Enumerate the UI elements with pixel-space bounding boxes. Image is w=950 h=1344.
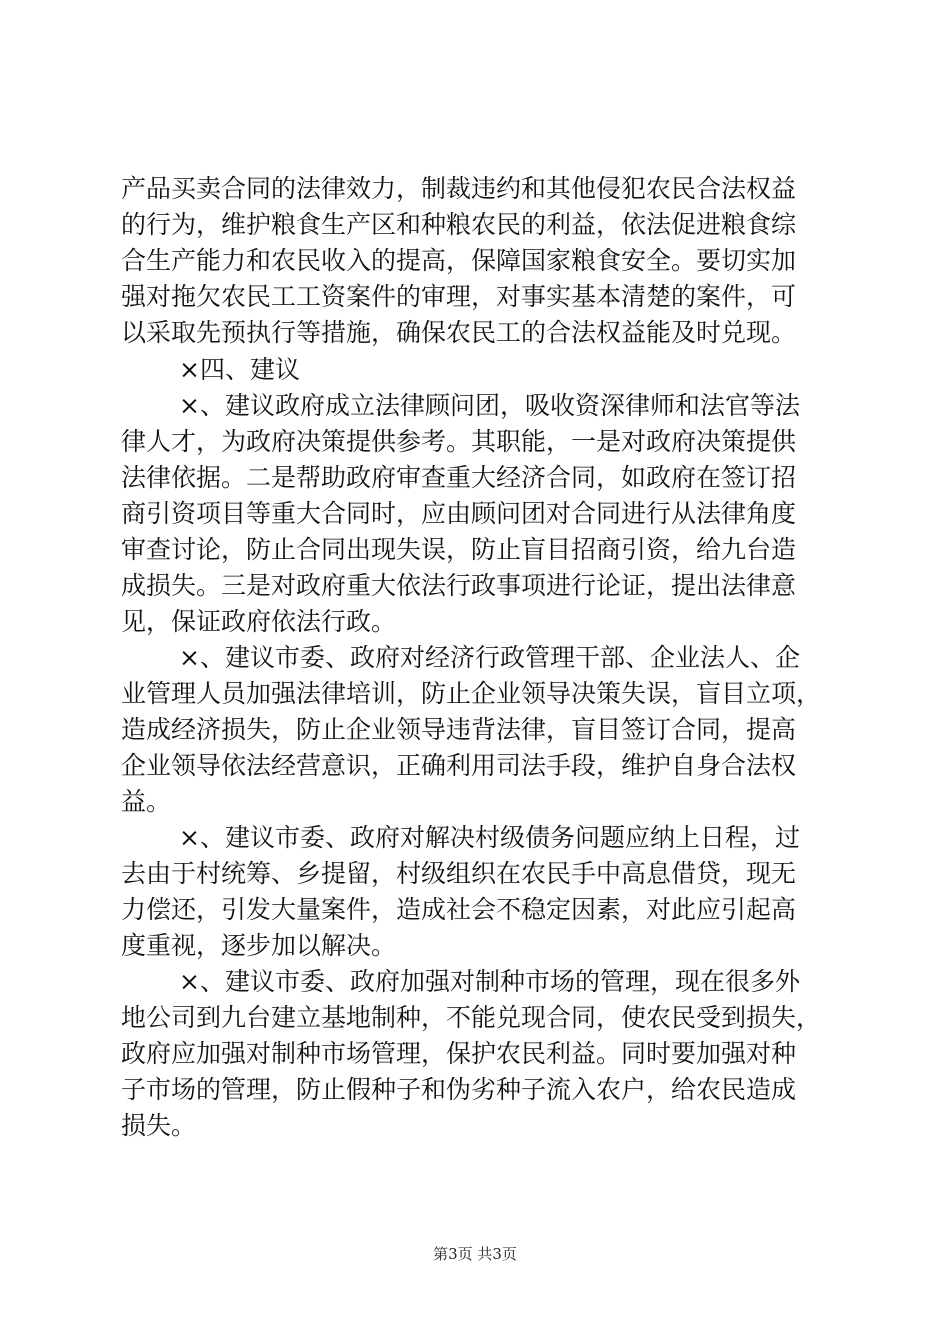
line-text: 成损失。三是对政府重大依法行政事项进行论证，提出法律意 [121, 571, 797, 600]
line-text: 的行为，维护粮食生产区和种粮农民的利益，依法促进粮食综 [121, 210, 797, 239]
section-heading-text: ×四、建议 [179, 355, 300, 384]
text-line [0, 676, 950, 712]
line-text: ×、建议市委、政府加强对制种市场的管理，现在很多外 [179, 967, 800, 996]
line-text: 合生产能力和农民收入的提高，保障国家粮食安全。要切实加 [121, 246, 797, 275]
section-heading [0, 352, 950, 388]
text-line [0, 1108, 950, 1144]
line-text: 法律依据。二是帮助政府审查重大经济合同，如政府在签订招 [121, 463, 797, 492]
text-line [0, 856, 950, 892]
text-line [0, 568, 950, 604]
line-text: ×、建议政府成立法律顾问团，吸收资深律师和法官等法 [179, 391, 800, 420]
text-line [0, 279, 950, 315]
text-line [0, 315, 950, 351]
text-line [0, 1000, 950, 1036]
text-line [0, 748, 950, 784]
page-footer: 第3页 共3页 [433, 1245, 517, 1263]
text-line [0, 496, 950, 532]
line-text: 见，保证政府依法行政。 [121, 607, 397, 636]
text-line [0, 207, 950, 243]
text-line [0, 784, 950, 820]
text-line [0, 171, 950, 207]
text-line [0, 460, 950, 496]
line-text: 强对拖欠农民工工资案件的审理，对事实基本清楚的案件，可 [121, 282, 797, 311]
line-text: 产品买卖合同的法律效力，制裁违约和其他侵犯农民合法权益 [121, 174, 797, 203]
text-line [0, 532, 950, 568]
line-text: 企业领导依法经营意识，正确利用司法手段，维护自身合法权 [121, 751, 797, 780]
line-text: 力偿还，引发大量案件，造成社会不稳定因素，对此应引起高 [121, 895, 797, 924]
line-text: 损失。 [121, 1111, 197, 1140]
line-text: ×、建议市委、政府对解决村级债务问题应纳上日程，过 [179, 823, 800, 852]
line-text: 律人才，为政府决策提供参考。其职能，一是对政府决策提供 [121, 427, 797, 456]
line-text: 业管理人员加强法律培训，防止企业领导决策失误，盲目立项， [121, 679, 822, 708]
line-text: 商引资项目等重大合同时，应由顾问团对合同进行从法律角度 [121, 499, 797, 528]
text-line [0, 388, 950, 424]
line-text: 度重视，逐步加以解决。 [121, 931, 397, 960]
text-line [0, 640, 950, 676]
text-line [0, 892, 950, 928]
line-text: 子市场的管理，防止假种子和伪劣种子流入农户，给农民造成 [121, 1075, 797, 1104]
line-text: 以采取先预执行等措施，确保农民工的合法权益能及时兑现。 [121, 318, 797, 347]
text-line [0, 928, 950, 964]
line-text: 审查讨论，防止合同出现失误，防止盲目招商引资，给九台造 [121, 535, 797, 564]
line-text: 地公司到九台建立基地制种，不能兑现合同，使农民受到损失， [121, 1003, 822, 1032]
text-line [0, 712, 950, 748]
text-line [0, 964, 950, 1000]
line-text: ×、建议市委、政府对经济行政管理干部、企业法人、企 [179, 643, 800, 672]
text-line [0, 424, 950, 460]
text-line [0, 1036, 950, 1072]
line-text: 去由于村统筹、乡提留，村级组织在农民手中高息借贷，现无 [121, 859, 797, 888]
text-line [0, 820, 950, 856]
line-text: 政府应加强对制种市场管理，保护农民利益。同时要加强对种 [121, 1039, 797, 1068]
text-line [0, 1072, 950, 1108]
line-text: 造成经济损失，防止企业领导违背法律，盲目签订合同，提高 [121, 715, 797, 744]
text-line [0, 604, 950, 640]
line-text: 益。 [121, 787, 172, 816]
text-line [0, 243, 950, 279]
